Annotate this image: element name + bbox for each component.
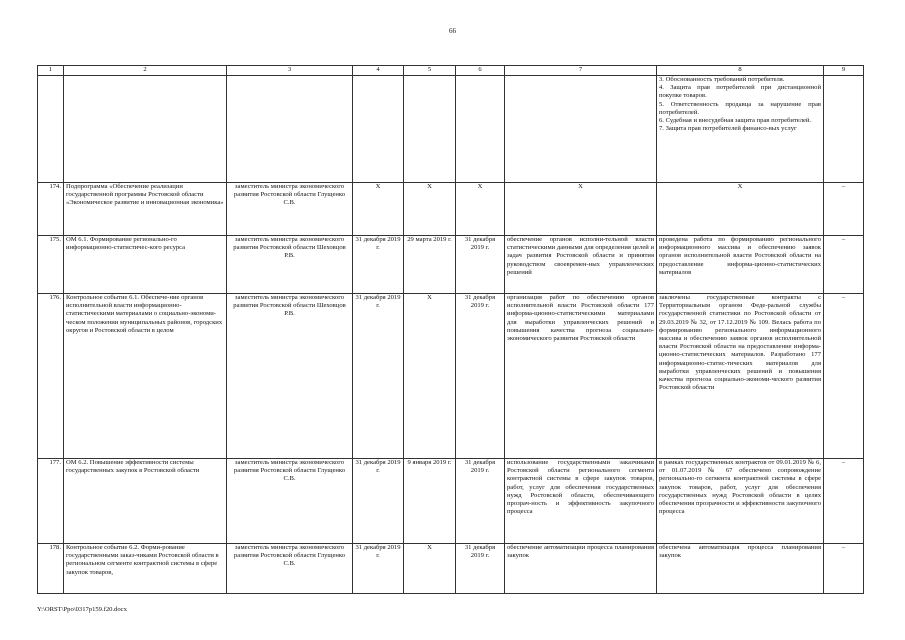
column-header: 9 bbox=[824, 66, 864, 76]
row-responsible: заместитель министра экономического развития Ростовской области Шеховцов Р.В. bbox=[227, 294, 353, 459]
row-note: – bbox=[824, 236, 864, 294]
row-name: Подпрограмма «Обеспечение реализации государственной программы Ростовской области «Экономическое развитие и инновационная экономика» bbox=[64, 183, 227, 236]
column-header: 2 bbox=[64, 66, 227, 76]
column-number-row bbox=[38, 66, 864, 76]
row-name: Контрольное событие 6.2. Форми-рование государственными заказ-чиками Ростовской области в региональном сегменте контрактной системы в сфере закупок товаров, bbox=[64, 544, 227, 594]
row-result-fact: X bbox=[657, 183, 824, 236]
row-end: 9 января 2019 г. bbox=[404, 459, 456, 544]
continuation-line: 3. Обоснованность требований потребителя. bbox=[659, 76, 785, 83]
row-result-plan: X bbox=[505, 183, 657, 236]
row-number: 175. bbox=[38, 236, 64, 294]
row-result-fact: обеспечена автоматизация процесса планирования закупок bbox=[657, 544, 824, 594]
row-note: – bbox=[824, 544, 864, 594]
row-note: – bbox=[824, 183, 864, 236]
row-end: X bbox=[404, 294, 456, 459]
row-responsible: заместитель министра экономического развития Ростовской области Глущенко С.В. bbox=[227, 544, 353, 594]
row-fact: 31 декабря 2019 г. bbox=[456, 236, 505, 294]
column-header: 5 bbox=[404, 66, 456, 76]
row-number: 174. bbox=[38, 183, 64, 236]
table-row bbox=[38, 236, 864, 294]
row-fact: 31 декабря 2019 г. bbox=[456, 459, 505, 544]
continuation-line: 4. Защита прав потребителей при дистанционной покупке товаров. bbox=[659, 84, 821, 100]
row-start: X bbox=[353, 183, 404, 236]
row-note: – bbox=[824, 459, 864, 544]
row-result-plan: использование государственными заказчиками Ростовской области регионального сегмента контрактной системы в сфере закупок товаров, работ, услуг для обеспечения государственных нужд Ростовской области, обеспечивающего прозрач-ность и эффективность закупочного процесса bbox=[505, 459, 657, 544]
row-responsible: заместитель министра экономического развития Ростовской области Шеховцов Р.В. bbox=[227, 236, 353, 294]
row-fact: X bbox=[456, 183, 505, 236]
row-number: 176. bbox=[38, 294, 64, 459]
column-header: 4 bbox=[353, 66, 404, 76]
continuation-line: 7. Защита прав потребителей финансо-вых услуг bbox=[659, 125, 797, 133]
row-end: X bbox=[404, 544, 456, 594]
row-fact: 31 декабря 2019 г. bbox=[456, 294, 505, 459]
row-start: 31 декабря 2019 г. bbox=[353, 459, 404, 544]
column-header: 3 bbox=[227, 66, 353, 76]
row-name: Контрольное событие 6.1. Обеспече-ние органов исполнительной власти информационно-статистическими материалами о социально-экономи-ческом положении муниципальных районов, городских округов и Ростовской области в целом bbox=[64, 294, 227, 459]
row-number: 177. bbox=[38, 459, 64, 544]
row-result-fact: заключены государственные контракты с Территориальным органом Феде-ральной службы государственной статистики по Ростовской области от 29.03.2019 № 32, от 17.12.2019 № 109. Велась работа по формированию регионального информационного массива и обеспечению заявок органов исполнительной власти Ростовской области на предоставление информа-ционно-статистических материалов. Разработано 177 информационно-статис-тических материалов для выработки управленческих решений и повышения качества прогноза социально-экономи-ческого развития Ростовской области bbox=[657, 294, 824, 459]
row-result-plan: организация работ по обеспечению органов исполнительной власти Ростовской области 177 информа-ционно-статистическими материалами для выработки управленческих решений и повышения качества прогноза социально-экономического развития Ростовской области bbox=[505, 294, 657, 459]
table-row bbox=[38, 183, 864, 236]
column-header: 7 bbox=[505, 66, 657, 76]
continuation-line: 5. Ответственность продавца за нарушение прав потребителей. bbox=[659, 100, 821, 116]
row-result-plan: обеспечение органов исполни-тельной власти статистическими данными для определения целей и задач развития Ростовской области и принятия руководством своевремен-ных управленческих решений bbox=[505, 236, 657, 294]
column-header: 1 bbox=[38, 66, 64, 76]
table-row bbox=[38, 294, 864, 459]
report-table bbox=[37, 65, 864, 594]
row-end: X bbox=[404, 183, 456, 236]
row-responsible: заместитель министра экономического развития Ростовской области Глущенко С.В. bbox=[227, 459, 353, 544]
continuation-result-cell bbox=[657, 76, 824, 183]
row-end: 29 марта 2019 г. bbox=[404, 236, 456, 294]
row-note: – bbox=[824, 294, 864, 459]
file-path-footer: Y:\ORST\Ppo\0317p159.f20.docx bbox=[37, 606, 127, 613]
column-header: 8 bbox=[657, 66, 824, 76]
page-number: 66 bbox=[449, 27, 456, 35]
row-result-fact: в рамках государственных контрактов от 09.01.2019 № 6, от 01.07.2019 № 67 обеспечено сопровождение регионально-го сегмента контрактной системы в сфере закупок товаров, работ, услуг для обеспечения государственных нужд Ростовской области в целях обеспечения прозрачности и эффективности закупочного процесса bbox=[657, 459, 824, 544]
row-result-plan: обеспечение автоматизации процесса планирования закупок bbox=[505, 544, 657, 594]
column-header: 6 bbox=[456, 66, 505, 76]
row-name: ОМ 6.1. Формирование регионально-го информационно-статистичес-кого ресурса bbox=[64, 236, 227, 294]
row-start: 31 декабря 2019 г. bbox=[353, 294, 404, 459]
table-row bbox=[38, 459, 864, 544]
table-row bbox=[38, 544, 864, 594]
row-responsible: заместитель министра экономического развития Ростовской области Глущенко С.В. bbox=[227, 183, 353, 236]
row-result-fact: проведена работа по формированию регионального информационного массива и обеспечению заявок органов исполнительной власти Ростовской области на предоставление информа-ционно-статистических материалов bbox=[657, 236, 824, 294]
row-name: ОМ 6.2. Повышение эффективности системы государственных закупок в Ростовской области bbox=[64, 459, 227, 544]
row-start: 31 декабря 2019 г. bbox=[353, 544, 404, 594]
row-fact: 31 декабря 2019 г. bbox=[456, 544, 505, 594]
continuation-line: 6. Судебная и внесудебная защита прав потребителей. bbox=[659, 117, 812, 125]
row-number: 178. bbox=[38, 544, 64, 594]
continuation-row bbox=[38, 76, 864, 183]
row-start: 31 декабря 2019 г. bbox=[353, 236, 404, 294]
